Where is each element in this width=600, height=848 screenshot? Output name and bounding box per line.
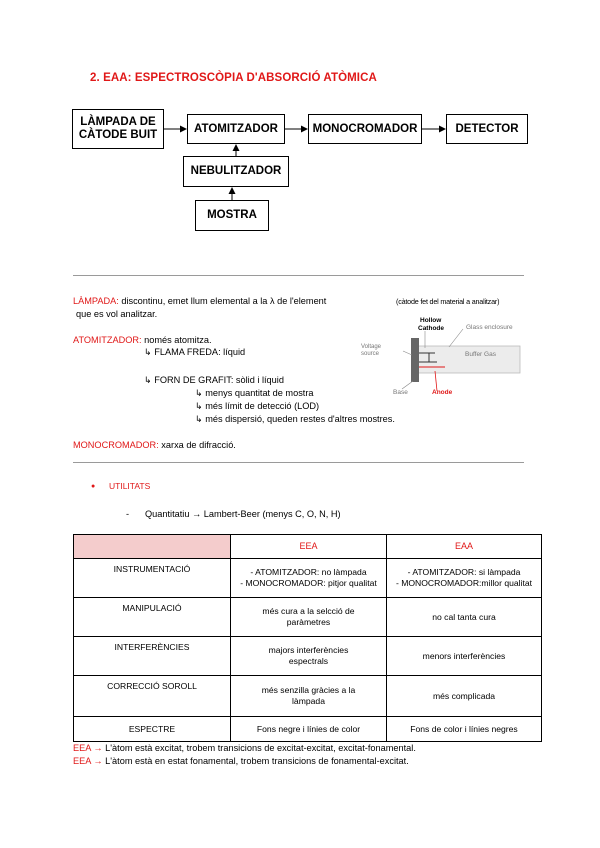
footer-text-1: L'àtom està excitat, trobem transicions de excitat-excitat, excitat-fonamental. [102,743,416,753]
divider-2 [73,462,524,463]
graphite-item-2: ↳ més límit de detecció (LOD) [195,401,320,411]
uses-bullet: ● [91,483,96,490]
lamp-box: LÀMPADA DE CÀTODE BUIT [72,109,164,149]
atomizer-label: ATOMITZADOR: [73,335,142,345]
fig-label-source: source [361,351,380,357]
eea-cell: més senzilla gràcies a la làmpada [231,676,387,717]
sample-box: MOSTRA [195,200,269,231]
eea-cell: - ATOMITZADOR: no làmpada - MONOCROMADOR: pitjor qualitat [231,559,387,598]
lamp-line-2: que es vol analitzar. [76,309,158,319]
atomizer-box: ATOMITZADOR [187,114,285,144]
eea-cell: Fons negre i línies de color [231,717,387,742]
fig-label-voltage: Voltage [361,344,382,350]
eea-cell: majors interferències espectrals [231,637,387,676]
comparison-table [73,534,542,742]
graphite-item-3: ↳ més dispersió, queden restes d'altres mostres. [195,414,395,424]
eaa-cell: Fons de color i línies negres [387,717,542,742]
fig-label-anode: Anode [432,389,453,396]
eaa-cell: no cal tanta cura [387,598,542,637]
table-header-row [74,535,542,559]
fig-label-buffer: Buffer Gas [465,351,496,358]
lamp-line [73,296,326,307]
table-row [74,559,542,598]
row-label: ESPECTRE [74,717,231,742]
table-row [74,676,542,717]
footer-label-1: EEA → [73,743,103,753]
eaa-cell: - ATOMITZADOR: si làmpada - MONOCROMADOR:millor qualitat [387,559,542,598]
fig-label-hollow: Hollow [420,317,442,324]
monochromator-label: MONOCROMADOR: [73,440,159,450]
atomizer-line [73,335,212,346]
eaa-cell: menors interferències [387,637,542,676]
flame-line: ↳ FLAMA FREDA: líquid [144,347,246,357]
table-row [74,717,542,742]
eea-cell: més cura a la selcció de paràmetres [231,598,387,637]
fig-label-base: Base [393,389,408,396]
uses-dash: - [126,509,130,519]
lamp-text: discontinu, emet llum elemental a la λ de l'element [118,296,327,306]
graphite-item-1: ↳ menys quantitat de mostra [195,388,314,398]
header-eea: EEA [231,535,387,559]
header-eaa: EAA [387,535,542,559]
eaa-cell: més complicada [387,676,542,717]
graphite-line: ↳ FORN DE GRAFIT: sòlid i líquid [144,375,284,385]
diagram-arrows [0,0,600,260]
header-empty [74,535,231,559]
uses-title: UTILITATS [109,481,151,491]
detector-box: DETECTOR [446,114,528,144]
row-label: MANIPULACIÓ [74,598,231,637]
fig-label-glass: Glass enclosure [466,324,513,331]
row-label: INSTRUMENTACIÓ [74,559,231,598]
fig-label-cathode: Cathode [418,325,444,332]
footer-label-2: EEA → [73,756,103,766]
table-row [74,598,542,637]
divider-1 [73,275,524,276]
monochromator-box: MONOCROMADOR [308,114,422,144]
section-heading: 2. EAA: ESPECTROSCÒPIA D'ABSORCIÓ ATÒMICA [90,72,377,84]
lamp-label: LÀMPADA: [73,296,119,306]
footer-text-2: L'àtom està en estat fonamental, trobem transicions de fonamental-excitat. [102,756,409,766]
footer-line-1 [73,743,416,754]
footer-line-2 [73,756,409,767]
lamp-note: (càtode fet del material a analitzar) [396,297,500,306]
nebulizer-box: NEBULITZADOR [183,156,289,187]
monochromator-text: xarxa de difracció. [158,440,236,450]
row-label: CORRECCIÓ SOROLL [74,676,231,717]
atomizer-text: només atomitza. [141,335,212,345]
monochromator-line [73,440,236,451]
row-label: INTERFERÈNCIES [74,637,231,676]
table-row [74,637,542,676]
uses-item: Quantitatiu → Lambert-Beer (menys C, O, N, H) [145,509,341,519]
